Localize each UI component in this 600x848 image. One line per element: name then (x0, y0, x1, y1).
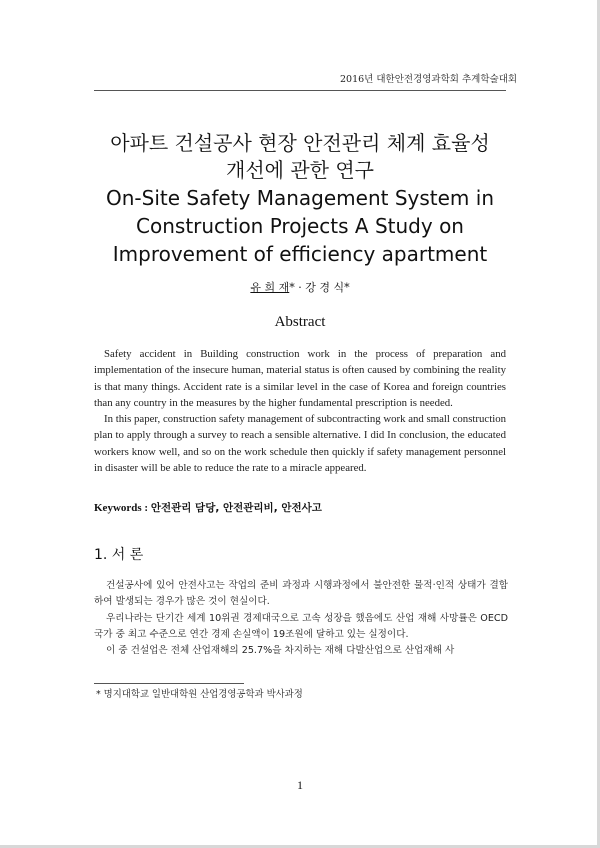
abstract-heading: Abstract (274, 314, 326, 330)
footnote-rule (94, 683, 244, 684)
author-separator: * · (289, 281, 306, 294)
abstract-paragraph-1: Safety accident in Building construction work in the process of preparation and implementation of the insecure human, material status is often caused by combining the reality is that many things. Accident rate is a similar level in the case of Korea and foreign countries than any country in the measures by the higher fundamental prescription is needed. (94, 348, 506, 409)
page-number: 1 (297, 778, 303, 792)
abstract-body (94, 346, 506, 476)
title-korean-line-2: 개선에 관한 연구 (226, 158, 374, 182)
introduction-paragraph-3: 이 중 건설업은 전체 산업재해의 25.7%을 차지하는 재해 다발산업으로 산업재해 사 (106, 645, 455, 657)
second-author: 강 경 식* (305, 281, 350, 294)
keywords-label: Keywords : (94, 502, 151, 514)
header-rule (94, 90, 506, 91)
introduction-paragraph-1: 건설공사에 있어 안전사고는 작업의 준비 과정과 시행과정에서 불안전한 물적·인적 상태가 결합하여 발생되는 경우가 많은 것이 현실이다. (94, 580, 508, 608)
title-english-line-2: Construction Projects A Study on (136, 214, 464, 238)
abstract-paragraph-2: In this paper, construction safety management of subcontracting work and small construction plan to apply through a survey to reach a sensible alternative. I did In conclusion, the educated workers know well, and so on the work schedule then quickly if safety management personnel in disaster will be able to reduce the rate to a miracle appeared. (94, 413, 506, 475)
keywords-line (94, 500, 514, 515)
footnote-affiliation: * 명지대학교 일반대학원 산업경영공학과 박사과정 (96, 689, 303, 700)
keywords-value: 안전관리 담당, 안전관리비, 안전사고 (150, 502, 322, 514)
running-header: 2016년 대한안전경영과학회 추계학술대회 (340, 74, 518, 85)
introduction-paragraph-2: 우리나라는 단기간 세계 10위권 경제대국으로 고속 성장을 했음에도 산업 재해 사망률은 OECD 국가 중 최고 수준으로 연간 경제 손실액이 19조원에 달하고 있는 실정이다. (94, 612, 508, 640)
title-english-line-3: Improvement of efficiency apartment (112, 242, 488, 266)
section-heading-introduction: 1. 서 론 (94, 547, 144, 563)
title-korean-line-1: 아파트 건설공사 현장 안전관리 체계 효율성 (110, 131, 490, 155)
author-line (100, 279, 500, 295)
first-author: 유 희 재 (250, 281, 290, 294)
introduction-body (94, 578, 508, 659)
title-english-line-1: On-Site Safety Management System in (106, 186, 494, 210)
title-block (60, 130, 540, 268)
